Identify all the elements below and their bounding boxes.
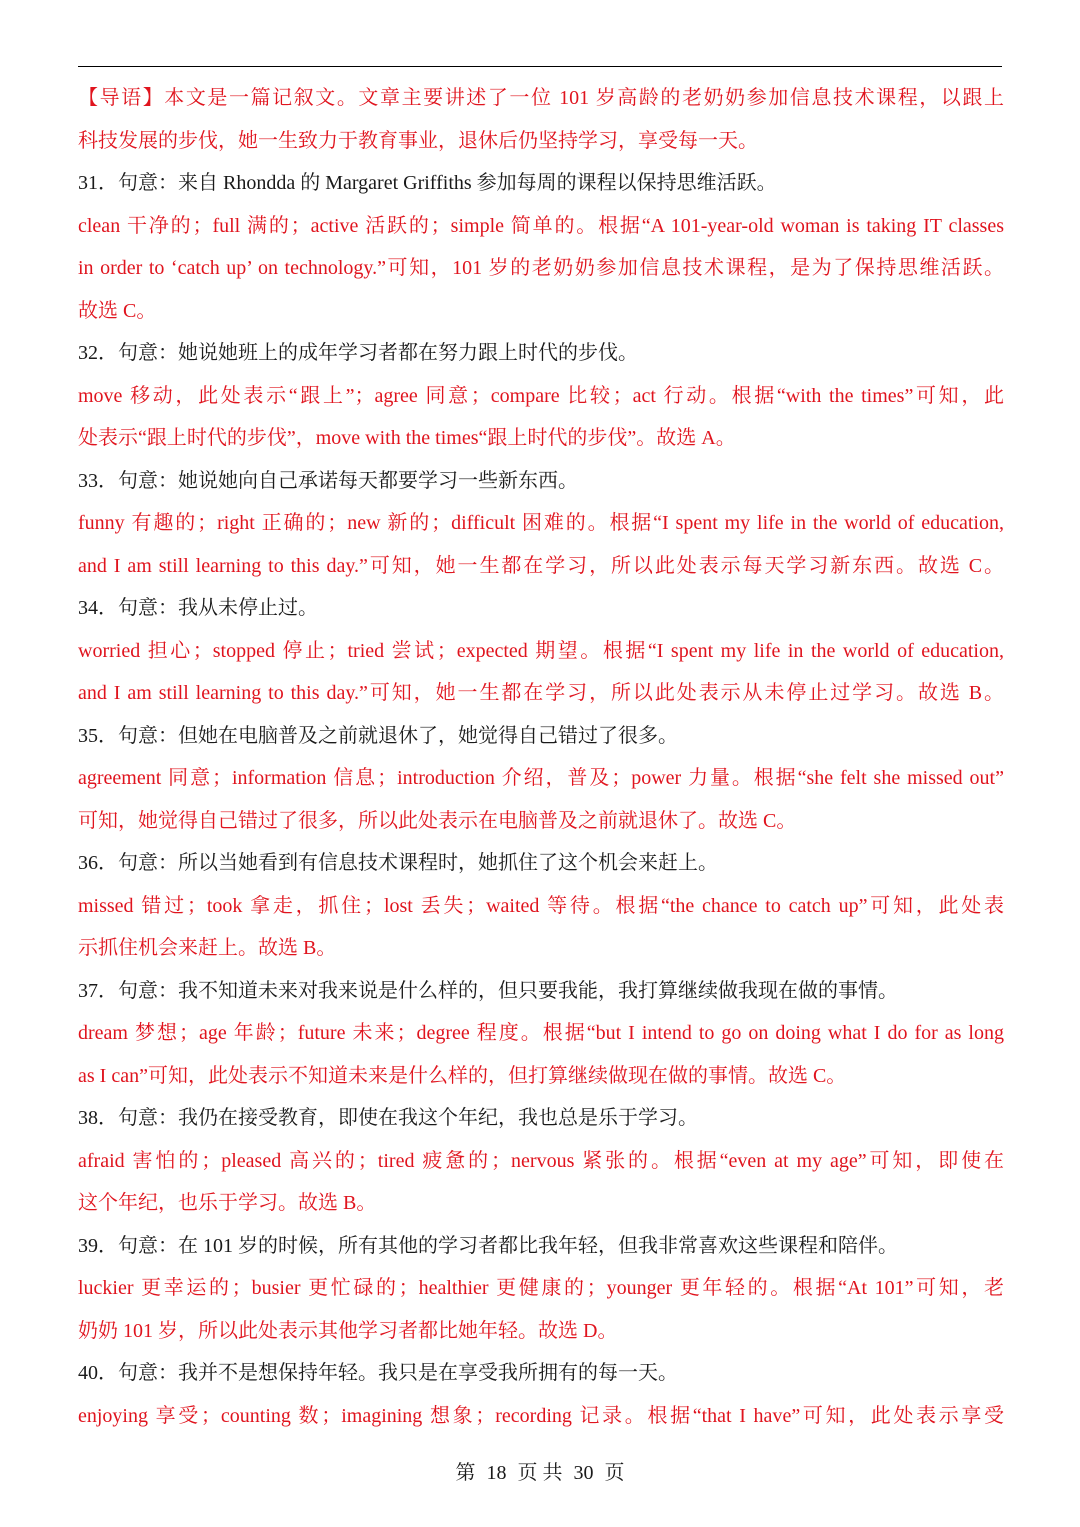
translation-line: 38．句意：我仍在接受教育，即使在我这个年纪，我也总是乐于学习。 <box>78 1107 698 1129</box>
explanation-line: 可知，她觉得自己错过了很多，所以此处表示在电脑普及之前就退休了。故选 C。 <box>78 809 797 832</box>
explanation-line: 【导语】本文是一篇记叙文。文章主要讲述了一位 101 岁高龄的老奶奶参加信息技术课程，以跟上 <box>78 87 1004 109</box>
explanation-line: 故选 C。 <box>78 299 157 322</box>
explanation-line: 科技发展的步伐，她一生致力于教育事业，退休后仍坚持学习，享受每一天。 <box>78 129 758 152</box>
explanation-line: and I am still learning to this day.”可知，她一生都在学习，所以此处表示每天学习新东西。故选 C。 <box>78 554 1004 577</box>
footer-suffix: 页 <box>604 1462 625 1484</box>
translation-line: 31．句意：来自 Rhondda 的 Margaret Griffiths 参加每周的课程以保持思维活跃。 <box>78 172 777 194</box>
explanation-line: and I am still learning to this day.”可知，她一生都在学习，所以此处表示从未停止过学习。故选 B。 <box>78 682 1004 704</box>
explanation-line: worried 担心；stopped 停止；tried 尝试；expected 期望。根据“I spent my life in the world of education, <box>78 639 1004 662</box>
explanation-line: afraid 害怕的；pleased 高兴的；tired 疲惫的；nervous 紧张的。根据“even at my age”可知，即使在 <box>78 1149 1004 1172</box>
document-body <box>78 77 1004 1437</box>
translation-line: 39．句意：在 101 岁的时候，所有其他的学习者都比我年轻，但我非常喜欢这些课程和陪伴。 <box>78 1234 898 1257</box>
translation-line: 36．句意：所以当她看到有信息技术课程时，她抓住了这个机会来赶上。 <box>78 852 718 874</box>
page-footer <box>0 1458 1080 1488</box>
explanation-line: 这个年纪，也乐于学习。故选 B。 <box>78 1192 377 1214</box>
explanation-line: clean 干净的；full 满的；active 活跃的；simple 简单的。根据“A 101-year-old woman is taking IT classes <box>78 214 1004 237</box>
explanation-line: 处表示“跟上时代的步伐”，move with the times“跟上时代的步伐”。故选 A。 <box>78 427 736 449</box>
footer-page-number: 18 <box>486 1462 507 1484</box>
explanation-line: in order to ‘catch up’ on technology.”可知，101 岁的老奶奶参加信息技术课程，是为了保持思维活跃。 <box>78 257 1004 279</box>
footer-middle: 页 共 <box>517 1462 563 1484</box>
explanation-line: luckier 更幸运的；busier 更忙碌的；healthier 更健康的；younger 更年轻的。根据“At 101”可知，老 <box>78 1277 1004 1299</box>
translation-line: 33．句意：她说她向自己承诺每天都要学习一些新东西。 <box>78 469 578 492</box>
explanation-line: 奶奶 101 岁，所以此处表示其他学习者都比她年轻。故选 D。 <box>78 1319 618 1342</box>
explanation-line: funny 有趣的；right 正确的；new 新的；difficult 困难的。根据“I spent my life in the world of education, <box>78 512 1004 534</box>
explanation-line: agreement 同意；information 信息；introduction 介绍，普及；power 力量。根据“she felt she missed out” <box>78 767 1004 789</box>
explanation-line: as I can”可知，此处表示不知道未来是什么样的，但打算继续做现在做的事情。故选 C。 <box>78 1064 847 1087</box>
explanation-line: 示抓住机会来赶上。故选 B。 <box>78 937 337 959</box>
header-rule <box>78 66 1002 67</box>
translation-line: 32．句意：她说她班上的成年学习者都在努力跟上时代的步伐。 <box>78 342 638 364</box>
footer-total-pages: 30 <box>573 1462 594 1484</box>
translation-line: 37．句意：我不知道未来对我来说是什么样的，但只要我能，我打算继续做我现在做的事情。 <box>78 979 898 1002</box>
explanation-line: move 移动，此处表示“跟上”；agree 同意；compare 比较；act 行动。根据“with the times”可知，此 <box>78 384 1004 407</box>
translation-line: 40．句意：我并不是想保持年轻。我只是在享受我所拥有的每一天。 <box>78 1362 678 1384</box>
translation-line: 34．句意：我从未停止过。 <box>78 597 318 619</box>
explanation-line: dream 梦想；age 年龄；future 未来；degree 程度。根据“but I intend to go on doing what I do for as long <box>78 1022 1004 1044</box>
explanation-line: missed 错过；took 拿走，抓住；lost 丢失；waited 等待。根据“the chance to catch up”可知，此处表 <box>78 894 1004 917</box>
footer-prefix: 第 <box>455 1462 476 1484</box>
explanation-line: enjoying 享受；counting 数；imagining 想象；recording 记录。根据“that I have”可知，此处表示享受 <box>78 1404 1004 1427</box>
translation-line: 35．句意：但她在电脑普及之前就退休了，她觉得自己错过了很多。 <box>78 724 678 747</box>
